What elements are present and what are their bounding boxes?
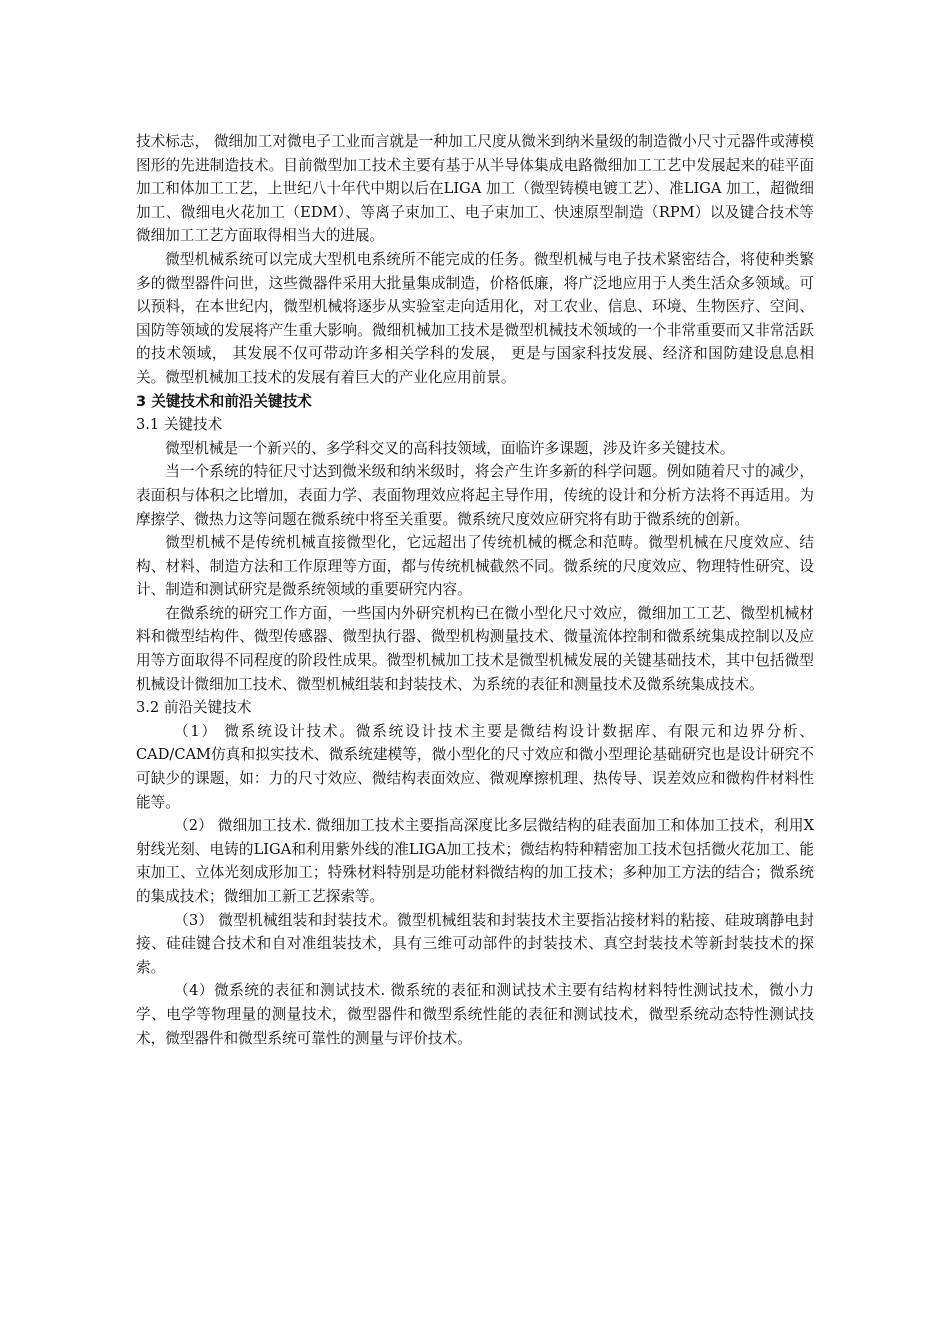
subsection-heading-3-1: 3.1 关键技术 — [136, 416, 223, 434]
document-page — [136, 130, 814, 1050]
section-heading-3: 3 关键技术和前沿关键技术 — [136, 392, 312, 410]
list-item-design-tech: （1） 微系统设计技术。微系统设计技术主要是微结构设计数据库、有限元和边界分析、CAD/CAM仿真和拟实技术、微系统建模等，微小型化的尺寸效应和微小型理论基础研究也是设计研究不可缺少的课题，如：力的尺寸效应、微结构表面效应、微观摩擦机理、热传导、误差效应和微构件材料性能等。 — [136, 722, 814, 811]
paragraph-key-tech-intro: 微型机械是一个新兴的、多学科交叉的高科技领域，面临许多课题，涉及许多关键技术。 — [165, 439, 735, 457]
list-item-microfabrication: （2） 微细加工技术. 微细加工技术主要指高深度比多层微结构的硅表面加工和体加工技术，利用X射线光刻、电铸的LIGA和利用紫外线的准LIGA加工技术；微结构特种精密加工技术包括微火花加工、能束加工、立体光刻成形加工；特殊材料特别是功能材料微结构的加工技术；多种加工方法的结合；微系统的集成技术；微细加工新工艺探索等。 — [136, 817, 814, 905]
paragraph-scale-effects: 当一个系统的特征尺寸达到微米级和纳米级时，将会产生许多新的科学问题。例如随着尺寸的减少，表面积与体积之比增加，表面力学、表面物理效应将起主导作用，传统的设计和分析方法将不再适用。为摩擦学、微热力这等问题在微系统中将至关重要。微系统尺度效应研究将有助于微系统的创新。 — [136, 463, 814, 528]
list-item-characterization-testing: （4）微系统的表征和测试技术. 微系统的表征和测试技术主要有结构材料特性测试技术，微小力学、电学等物理量的测量技术，微型器件和微型系统性能的表征和测试技术，微型系统动态特性测试技术，微型器件和微型系统可靠性的测量与评价技术。 — [136, 982, 814, 1047]
subsection-heading-3-2: 3.2 前沿关键技术 — [136, 699, 252, 717]
paragraph-research-progress: 在微系统的研究工作方面，一些国内外研究机构已在微小型化尺寸效应，微细加工工艺、微型机械材料和微型结构件、微型传感器、微型执行器、微型机构测量技术、微量流体控制和微系统集成控制以及应用等方面取得不同程度的阶段性成果。微型机械加工技术是微型机械发展的关键基础技术，其中包括微型机械设计微细加工技术、微型机械组装和封装技术、为系统的表征和测量技术及微系统集成技术。 — [136, 604, 814, 693]
paragraph-not-miniaturized: 微型机械不是传统机械直接微型化，它远超出了传统机械的概念和范畴。微型机械在尺度效应、结构、材料、制造方法和工作原理等方面，都与传统机械截然不同。微系统的尺度效应、物理特性研究、设计、制造和测试研究是微系统领域的重要研究内容。 — [136, 534, 814, 599]
list-item-assembly-packaging: （3） 微型机械组装和封装技术。微型机械组装和封装技术主要指沾接材料的粘接、硅玻璃静电封接、硅硅键合技术和自对准组装技术，具有三维可动部件的封装技术、真空封装技术等新封装技术的探索。 — [136, 911, 814, 976]
paragraph-intro-continued: 技术标志， 微细加工对微电子工业而言就是一种加工尺度从微米到纳米量级的制造微小尺寸元器件或薄模图形的先进制造技术。目前微型加工技术主要有基于从半导体集成电路微细加工工艺中发展起来的硅平面加工和体加工工艺，上世纪八十年代中期以后在LIGA 加工（微型铸模电镀工艺）、准LIGA 加工，超微细加工、微细电火花加工（EDM）、等离子束加工、电子束加工、快速原型制造（RPM）以及键合技术等微细加工工艺方面取得相当大的进展。 — [136, 133, 814, 245]
paragraph-micro-mechanical-systems: 微型机械系统可以完成大型机电系统所不能完成的任务。微型机械与电子技术紧密结合，将使种类繁多的微型器件问世，这些微器件采用大批量集成制造，价格低廉，将广泛地应用于人类生活众多领域。可以预料，在本世纪内，微型机械将逐步从实验室走向适用化，对工农业、信息、环境、生物医疗、空间、国防等领域的发展将产生重大影响。微细机械加工技术是微型机械技术领域的一个非常重要而又非常活跃的技术领域， 其发展不仅可带动许多相关学科的发展， 更是与国家科技发展、经济和国防建设息息相关。微型机械加工技术的发展有着巨大的产业化应用前景。 — [136, 250, 814, 386]
